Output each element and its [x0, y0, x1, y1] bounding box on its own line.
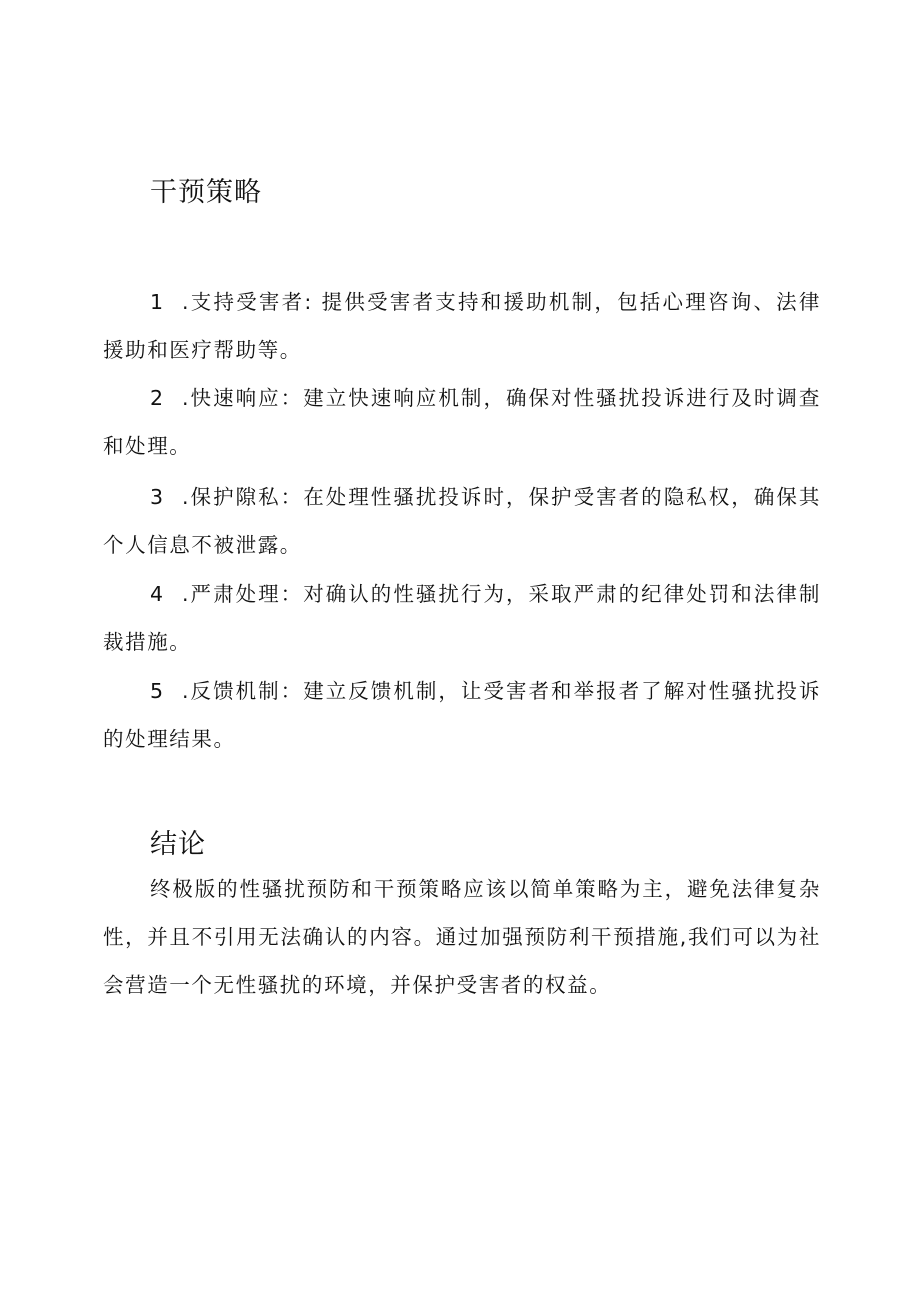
item-number: 2: [150, 386, 165, 410]
item-text: .严肃处理：对确认的性骚扰行为，采取严肃的纪律处罚和法律制裁措施。: [103, 582, 821, 654]
item-text: .支持受害者: 提供受害者支持和援助机制，包括心理咨询、法律援助和医疗帮助等。: [103, 290, 821, 362]
item-number: 4: [150, 582, 165, 606]
list-item: [103, 570, 821, 666]
conclusion-paragraph: 终极版的性骚扰预防和干预策略应该以简单策略为主，避免法律复杂性，并且不引用无法确认的内容。通过加强预防利干预措施,我们可以为社会营造一个无性骚扰的环境，并保护受害者的权益。: [103, 877, 821, 997]
section-heading-intervention: 干预策略: [150, 177, 262, 208]
section-heading-conclusion: 结论: [150, 829, 206, 860]
item-number: 3: [150, 485, 165, 509]
item-text: .反馈机制：建立反馈机制，让受害者和举报者了解对性骚扰投诉的处理结果。: [103, 679, 821, 751]
item-text: .保护隙私：在处理性骚扰投诉时，保护受害者的隐私权，确保其个人信息不被泄露。: [103, 485, 821, 557]
item-number: 1: [150, 290, 165, 314]
list-item: [103, 374, 821, 470]
item-number: 5: [150, 679, 165, 703]
list-item: [103, 667, 821, 763]
list-item: [103, 278, 821, 374]
item-text: .快速响应：建立快速响应机制，确保对性骚扰投诉进行及时调查和处理。: [103, 386, 821, 458]
list-item: [103, 473, 821, 569]
